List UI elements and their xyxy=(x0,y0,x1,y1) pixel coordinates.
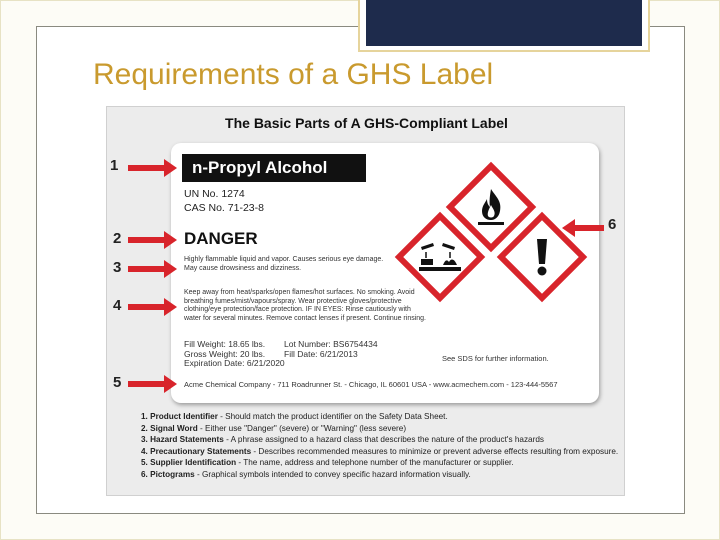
legend-term: 6. Pictograms xyxy=(141,469,195,479)
supplier-identification: Acme Chemical Company - 711 Roadrunner St. - Chicago, IL 60601 USA - www.acmechem.com - 123-444-5567 xyxy=(184,380,558,389)
precautionary-statements xyxy=(184,289,426,323)
legend-text: - The name, address and telephone number of the manufacturer or supplier. xyxy=(236,458,514,467)
precaution-line: breathing fumes/mist/vapours/spray. Wear protective gloves/protective xyxy=(184,297,402,305)
callout-arrow-6 xyxy=(574,225,604,231)
expiration-date: Expiration Date: 6/21/2020 xyxy=(184,358,285,368)
legend-item xyxy=(141,434,618,446)
legend-text: - Describes recommended measures to minimize or prevent adverse effects resulting from exposure. xyxy=(251,446,619,456)
gross-weight: Gross Weight: 20 lbs. xyxy=(184,348,266,359)
accent-block xyxy=(366,0,642,46)
callout-arrow-5 xyxy=(128,381,165,387)
legend-term: 4. Precautionary Statements xyxy=(141,446,252,456)
hazard-line: May cause drowsiness and dizziness. xyxy=(184,264,302,272)
legend-term: 5. Supplier Identification xyxy=(141,458,237,467)
legend-text: - A phrase assigned to a hazard class that describes the nature of the product's hazards xyxy=(223,435,544,444)
legend-term: 1. Product Identifier xyxy=(141,412,218,421)
lot-info xyxy=(284,340,378,359)
corrosion-icon xyxy=(408,225,472,289)
legend-term: 2. Signal Word xyxy=(141,423,198,433)
product-ids xyxy=(184,187,264,215)
callout-number-6: 6 xyxy=(608,216,617,233)
callout-number-4: 4 xyxy=(113,297,122,314)
figure-title: The Basic Parts of A GHS-Compliant Label xyxy=(225,115,508,131)
hazard-statements xyxy=(184,256,383,273)
slide-title: Requirements of a GHS Label xyxy=(93,58,494,91)
signal-word: DANGER xyxy=(184,229,258,248)
exclamation-icon xyxy=(510,225,574,289)
legend-text: - Graphical symbols intended to convey specific hazard information visually. xyxy=(194,469,471,479)
legend-item xyxy=(141,469,618,481)
callout-arrow-1 xyxy=(128,165,165,171)
precaution-line: water for several minutes. Remove contact lenses if present. Continue rinsing. xyxy=(184,314,427,322)
callout-arrow-4 xyxy=(128,304,165,310)
sds-note: See SDS for further information. xyxy=(442,354,549,363)
legend-text: - Either use "Danger" (severe) or "Warning" (less severe) xyxy=(197,423,407,433)
callout-number-1: 1 xyxy=(110,157,119,174)
precaution-line: Keep away from heat/sparks/open flames/hot surfaces. No smoking. Avoid xyxy=(184,289,415,296)
legend-term: 3. Hazard Statements xyxy=(141,435,224,444)
callout-number-3: 3 xyxy=(113,259,122,276)
un-number: UN No. 1274 xyxy=(184,188,245,200)
cas-number: CAS No. 71-23-8 xyxy=(184,202,264,214)
callout-arrow-3 xyxy=(128,266,165,272)
fill-date: Fill Date: 6/21/2013 xyxy=(284,348,358,359)
legend xyxy=(141,411,618,480)
fill-weight: Fill Weight: 18.65 lbs. xyxy=(184,339,266,349)
hazard-line: Highly flammable liquid and vapor. Causes serious eye damage. xyxy=(184,256,384,263)
callout-number-2: 2 xyxy=(113,230,122,247)
legend-text: - Should match the product identifier on the Safety Data Sheet. xyxy=(217,412,448,421)
lot-number: Lot Number: BS6754434 xyxy=(284,339,378,349)
callout-number-5: 5 xyxy=(113,374,122,391)
legend-item xyxy=(141,423,618,435)
fill-info xyxy=(184,340,285,369)
legend-item xyxy=(141,411,618,423)
precaution-line: clothing/eye protection/face protection. IF IN EYES: Rinse cautiously with xyxy=(184,306,411,314)
legend-item xyxy=(141,457,618,469)
product-identifier: n-Propyl Alcohol xyxy=(182,154,366,182)
callout-arrow-2 xyxy=(128,237,165,243)
legend-item xyxy=(141,446,618,458)
